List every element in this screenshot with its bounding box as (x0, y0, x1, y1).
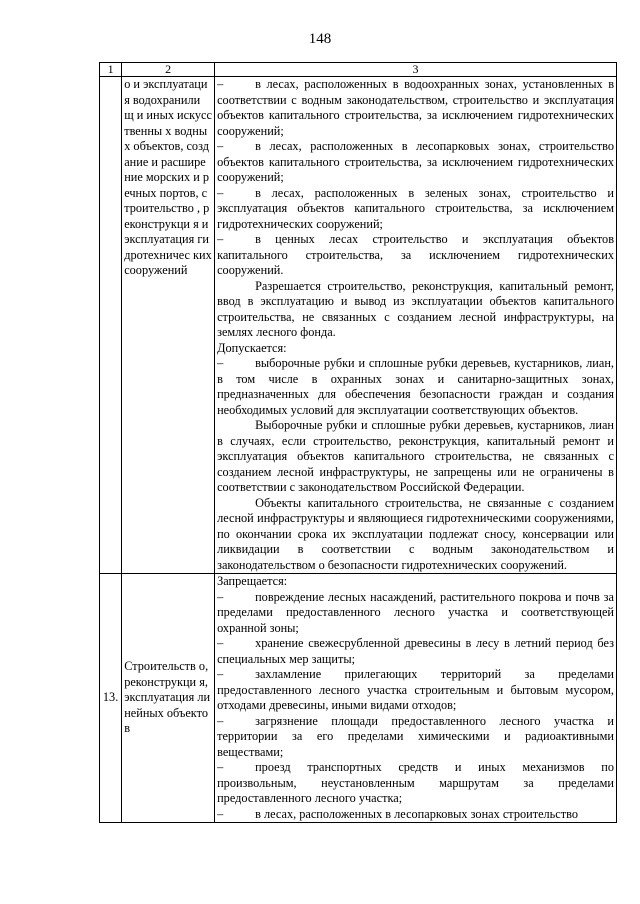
dash-marker: – (217, 667, 224, 681)
header-col-3: 3 (215, 63, 617, 77)
dash-item (217, 667, 614, 714)
dash-marker: – (217, 356, 224, 370)
dash-item-text: в лесах, расположенных в лесопарковых зонах, строительство объектов капитального строительства, за исключением гидротехнических сооружений; (217, 139, 614, 184)
dash-item (217, 636, 614, 667)
paragraph: Разрешается строительство, реконструкция, капитальный ремонт, ввод в эксплуатацию и вывод из эксплуатации объектов капитального строительства, не связанных с созданием лесной инфраструктуры, на землях лесного фонда. (217, 278, 614, 339)
dash-item-text: в лесах, расположенных в зеленых зонах, строительство и эксплуатация объектов капитального строительства, за исключением гидротехнических сооружений; (217, 185, 614, 231)
dash-item-text: выборочные рубки и сплошные рубки деревьев, кустарников, лиан, в том числе в охранных зонах и санитарно-защитных зонах, предназначенных для обеспечения безопасности граждан и создания необходимых условий для эксплуатации соответствующих объектов. (217, 356, 614, 417)
paragraph: Объекты капитального строительства, не связанные с созданием лесной инфраструктуры и являющиеся гидротехническими сооружениями, по окончании срока их эксплуатации подлежат сносу, консервации или ликвидации в соответствии с водным законодательством и законодательством о безопасности гидротехнических сооружений. (217, 495, 614, 572)
dash-item-text: проезд транспортных средств и иных механизмов по произвольным, неустановленным маршрутам за пределами предоставленного лесного участка; (217, 760, 614, 805)
dash-item (217, 232, 614, 279)
table-header-row (100, 63, 617, 77)
dash-item (217, 760, 614, 807)
requirements-cell (215, 77, 617, 574)
header-col-2: 2 (122, 63, 215, 77)
dash-marker: – (217, 77, 224, 91)
dash-item-text: повреждение лесных насаждений, растительного покрова и почв за пределами предоставленного лесного участка и соответствующей охранной зоны; (217, 589, 614, 635)
requirements-cell (215, 574, 617, 823)
dash-item-text: в лесах, расположенных в лесопарковых зонах строительство (255, 806, 578, 821)
dash-item-text: захламление прилегающих территорий за пределами предоставленного лесного участка строительным и бытовым мусором, отходами древесины, иными видами отходов; (217, 667, 614, 712)
dash-item (217, 807, 614, 823)
dash-item-text: в лесах, расположенных в водоохранных зонах, установленных в соответствии с водным законодательством, строительство и эксплуатация объектов капитального строительства, за исключением гидротехнических сооружений; (217, 77, 614, 138)
dash-marker: – (217, 232, 224, 246)
dash-item-text: хранение свежесрубленной древесины в лесу в летний период без специальных мер защиты; (217, 636, 614, 666)
dash-item-text: загрязнение площади предоставленного лесного участка и территории за его пределами химическими и радиоактивными веществами; (217, 713, 614, 759)
dash-item (217, 590, 614, 637)
dash-item (217, 77, 614, 139)
header-col-1: 1 (100, 63, 122, 77)
section-label: Допускается: (217, 340, 287, 355)
activity-type-cell: о и эксплуатация водохранили щ и иных искусственны х водных объектов, создание и расширение морских и речных портов, строительство , реконструкци я и эксплуатация гидротехничес ких сооружений (122, 77, 215, 574)
dash-marker: – (217, 760, 224, 774)
row-number-cell: 13. (100, 574, 122, 823)
table-row-13 (100, 574, 617, 823)
paragraph: Выборочные рубки и сплошные рубки деревьев, кустарников, лиан в случаях, если строительство, реконструкция, капитальный ремонт и эксплуатация объектов капитального строительства, не связанных с созданием лесной инфраструктуры, не запрещены или не ограничены в соответствии с законодательством Российской Федерации. (217, 418, 614, 494)
requirements-list (217, 77, 614, 573)
dash-item (217, 139, 614, 186)
row-number-cell (100, 77, 122, 574)
dash-marker: – (217, 636, 224, 650)
dash-marker: – (217, 139, 224, 153)
dash-marker: – (217, 589, 224, 604)
dash-item (217, 714, 614, 761)
requirements-list (217, 574, 614, 822)
activity-type-cell: Строительств о, реконструкци я, эксплуатация линейных объектов (122, 574, 215, 823)
page-number: 148 (308, 31, 332, 47)
dash-marker: – (217, 806, 224, 821)
dash-marker: – (217, 185, 224, 200)
table-row-continued (100, 77, 617, 574)
dash-item (217, 186, 614, 233)
regulations-table (99, 62, 617, 823)
dash-item (217, 356, 614, 418)
dash-marker: – (217, 713, 224, 728)
section-label: Запрещается: (217, 574, 288, 588)
dash-item-text: в ценных лесах строительство и эксплуатация объектов капитального строительства, за исключением гидротехнических сооружений. (217, 232, 614, 277)
